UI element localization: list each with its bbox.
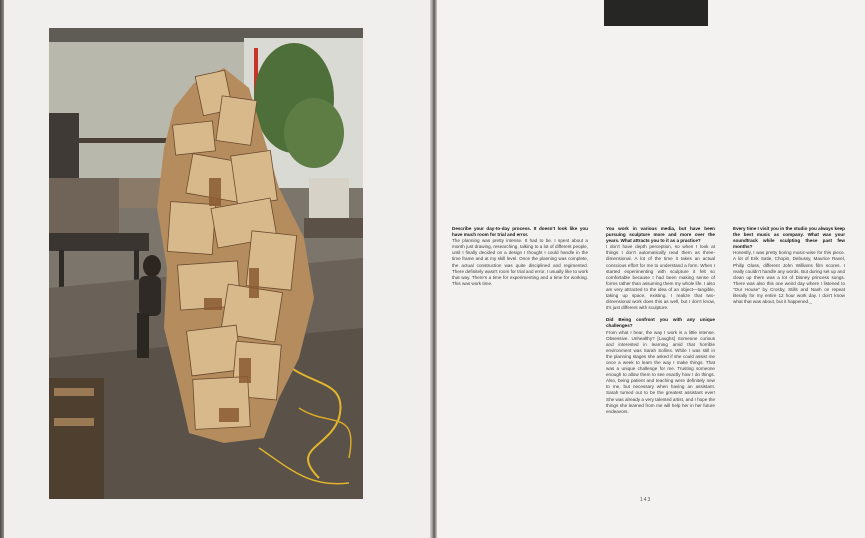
- studio-sculpture-photo: [49, 28, 363, 499]
- interview-column-1: [452, 226, 588, 287]
- interview-column-2: [606, 226, 715, 415]
- page-number: 143: [640, 497, 652, 503]
- answer-text: The planning was pretty intense. It had to be. I spent about a month just drawing, researching, talking to a lot of different people, until I finally decided on a design I thought I could handle in the time frame and at my skill level. Once the planning was complete, the actual construction was quite disciplined and regimented. There definitely wasn't room for trial and error. I usually like to work that way. There's a time for experimenting and a time for working. This was work time.: [452, 238, 588, 286]
- section-tab-block: [604, 0, 708, 26]
- answer-text: Honestly, I was pretty boring music-wise for this piece. A lot of Erik Satie, Chopin, Debussy, Maurice Ravel, Philip Glass, different John Williams film scores. I really couldn't handle any words. But during set up and clean up there was a lot of Disney princess songs. There was also this one weird day where I listened to "Our House" by Crosby, Stills and Nash on repeat literally for my entire 12 hour work day. I don't know what that was about, but it happened._: [733, 250, 845, 305]
- question-text: You work in various media, but have been pursuing sculpture more and more over the years. What attracts you to it as a practice?: [606, 226, 715, 244]
- book-gutter: [430, 0, 437, 538]
- question-text: Every time I visit you in the studio you always keep the best music as company. What was your soundtrack while sculpting these past few months?: [733, 226, 845, 250]
- interview-column-3: [733, 226, 845, 305]
- question-text: Did Being confront you with any unique challenges?: [606, 317, 715, 329]
- answer-text: I don't have depth perception, so when I look at things I don't automatically read them as three-dimensional. A lot of the time it takes an actual conscious effort for me to understand a form. When I started experimenting with sculpture it felt so comfortable because I had been making sense of forms rather than assuming them my whole life. I also am very attracted to the idea of an object—tangible, taking up space, existing. I realize that two-dimensional work does this as well, but I don't know, it's just different with sculpture.: [606, 244, 715, 311]
- question-text: Describe your day-to-day process. It doesn't look like you have much room for trial and error.: [452, 226, 588, 238]
- answer-text: From what I hear, the way I work is a little intense. Obsessive. Unhealthy? [Laughs] Someone curious and interested in learning amid that horrible environment was Sarah Sollins. While I was still in the planning stages she asked if she could assist me once a week to learn the way I make things. That was a unique challenge for me. Trusting someone enough to allow them to see exactly how I do things. Also, being patient and teaching were definitely new to me, but necessary when having an assistant. Sarah turned out to be the greatest assistant ever! She was already a very talented artist, and I hope the things she learned from me will help her in her future endeavors.: [606, 329, 715, 414]
